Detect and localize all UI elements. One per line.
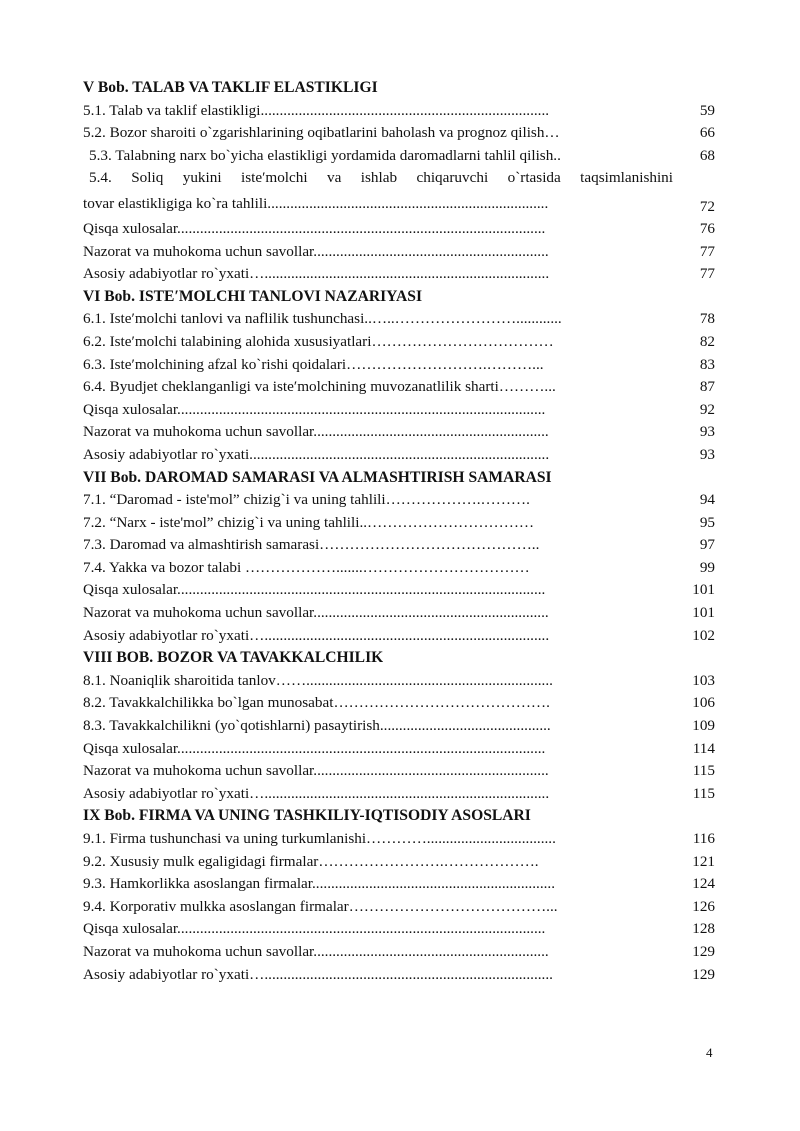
toc-entry-text: 5.3. Talabning narx bo`yicha elastikligi yordamida daromadlarni tahlil qilish.. <box>89 146 561 164</box>
toc-entry-page: 94 <box>699 491 715 509</box>
chapter-title: VIII BOB. BOZOR VA TAVAKKALCHILIK <box>83 649 384 667</box>
chapter-heading <box>83 467 717 490</box>
toc-entry-page: 126 <box>692 897 715 915</box>
toc-entry-text: 6.4. Byudjet cheklanganligi va iste′molchining muvozanatlilik sharti………... <box>83 378 556 396</box>
toc-entry[interactable] <box>83 122 717 145</box>
toc-entry-page: 115 <box>692 784 715 802</box>
toc-entry[interactable] <box>83 399 717 422</box>
toc-entry[interactable] <box>83 331 717 354</box>
toc-entry[interactable] <box>83 941 717 964</box>
toc-entry[interactable] <box>83 918 717 941</box>
toc-entry[interactable] <box>83 218 717 241</box>
toc-entry-page: 116 <box>692 830 715 847</box>
toc-entry-text: 6.2. Iste′molchi talabining alohida xususiyatlari……………………………… <box>83 332 554 350</box>
toc-entry-page: 114 <box>692 739 715 757</box>
toc-entry[interactable] <box>83 376 717 399</box>
toc-entry-text: Nazorat va muhokoma uchun savollar.............................................................. <box>83 604 549 622</box>
toc-entry-text: 9.4. Korporativ mulkka asoslangan firmalar…………………………………... <box>83 897 558 915</box>
toc-entry[interactable] <box>83 760 717 783</box>
chapter-heading <box>83 805 717 828</box>
toc-entry[interactable] <box>83 308 717 331</box>
toc-entry-text: Asosiy adabiyotlar ro`yxati............................................................................... <box>83 445 550 463</box>
toc-entry-text: Qisqa xulosalar................................................................................................. <box>83 920 546 938</box>
toc-entry-text: 5.2. Bozor sharoiti o`zgarishlarining oqibatlarini baholash va prognoz qilish… <box>83 124 560 142</box>
toc-entry-text: 6.1. Iste′molchi tanlovi va naflilik tushunchasi..…..……………………............ <box>83 310 562 328</box>
toc-entry-text: Asosiy adabiyotlar ro`yxati…........................................................................... <box>83 626 550 644</box>
toc-entry[interactable] <box>83 783 717 806</box>
toc-entry-page: 99 <box>699 558 715 576</box>
toc-entry-text: Nazorat va muhokoma uchun savollar.............................................................. <box>83 762 549 780</box>
toc-entry-page: 77 <box>699 265 715 283</box>
toc-entry-page: 66 <box>699 124 715 142</box>
chapter-heading <box>83 647 717 670</box>
toc-entry-page: 72 <box>699 197 715 215</box>
toc-entry[interactable] <box>83 354 717 377</box>
toc-entry-page: 106 <box>692 694 715 712</box>
toc-entry[interactable] <box>83 692 717 715</box>
toc-entry-text: 7.2. “Narx - iste'mol” chizig`i va uning tahlili..…………………………… <box>83 513 535 531</box>
toc-entry[interactable] <box>83 489 717 512</box>
toc-entry[interactable] <box>83 873 717 896</box>
toc-entry-page: 87 <box>699 378 715 396</box>
toc-entry[interactable] <box>83 100 717 123</box>
toc-entry-text: Asosiy adabiyotlar ro`yxati…........................................................................... <box>83 265 550 283</box>
chapter-heading <box>83 286 717 309</box>
toc-entry-page: 97 <box>699 536 715 554</box>
toc-entry[interactable] <box>83 625 717 648</box>
toc-entry-text: Qisqa xulosalar................................................................................................. <box>83 581 546 599</box>
toc-entry-page: 115 <box>692 762 715 780</box>
toc-entry-page: 82 <box>699 332 715 350</box>
toc-entry-page: 129 <box>692 965 715 983</box>
toc-entry[interactable] <box>83 670 717 693</box>
toc-entry[interactable] <box>83 534 717 557</box>
toc-entry-page: 124 <box>692 875 715 893</box>
toc-entry[interactable] <box>83 738 717 761</box>
toc-entry-page: 102 <box>692 626 715 644</box>
toc-entry-text-line1[interactable]: 5.4. Soliq yukini iste′molchi va ishlab chiqaruvchi o`rtasida taqsimlanishini <box>89 169 673 187</box>
toc-entry-page: 129 <box>692 942 715 960</box>
toc-entry-page: 78 <box>699 310 715 328</box>
toc-entry-page: 109 <box>692 717 715 735</box>
toc-entry-page: 92 <box>699 400 715 418</box>
toc-entry-text: Qisqa xulosalar................................................................................................. <box>83 219 546 237</box>
table-of-contents <box>83 77 717 986</box>
toc-entry-text: Qisqa xulosalar................................................................................................. <box>83 400 546 418</box>
toc-entry[interactable] <box>83 715 717 738</box>
toc-entry-page: 76 <box>699 219 715 237</box>
toc-entry-page: 68 <box>699 146 715 164</box>
toc-entry-text: 6.3. Iste′molchining afzal ko`rishi qoidalari……………………….………... <box>83 355 544 373</box>
toc-entry-text: Asosiy adabiyotlar ro`yxati…........................................................................... <box>83 784 550 802</box>
toc-entry-text: tovar elastikligiga ko`ra tahlili.......................................................................... <box>83 194 549 212</box>
toc-entry-page: 103 <box>692 671 715 689</box>
toc-entry[interactable] <box>83 896 717 919</box>
page-number: 4 <box>706 1045 713 1060</box>
toc-entry-text: 9.2. Xususiy mulk egaligidagi firmalar…………………….………………. <box>83 852 539 870</box>
toc-entry-text: Nazorat va muhokoma uchun savollar.............................................................. <box>83 242 549 260</box>
toc-entry-text: 7.3. Daromad va almashtirish samarasi…………………………………….. <box>83 536 540 554</box>
toc-entry[interactable] <box>83 263 717 286</box>
toc-entry[interactable] <box>83 579 717 602</box>
toc-entry-text: 7.4. Yakka va bozor talabi ……………….......…………………………… <box>83 558 530 576</box>
chapter-heading <box>83 77 717 100</box>
toc-entry[interactable] <box>83 602 717 625</box>
toc-entry-page: 121 <box>692 852 715 870</box>
toc-entry-text: Nazorat va muhokoma uchun savollar.............................................................. <box>83 942 549 960</box>
toc-entry[interactable] <box>83 421 717 444</box>
toc-entry-page: 95 <box>699 513 715 531</box>
toc-entry-text: 9.3. Hamkorlikka asoslangan firmalar................................................................ <box>83 875 556 893</box>
toc-entry[interactable] <box>83 964 717 987</box>
toc-entry-text: 8.2. Tavakkalchilikka bo`lgan munosabat……………………………………. <box>83 694 550 712</box>
toc-entry[interactable] <box>83 512 717 535</box>
toc-entry[interactable] <box>83 145 717 168</box>
toc-entry[interactable] <box>83 241 717 264</box>
toc-entry-text: Asosiy adabiyotlar ro`yxati…............................................................................ <box>83 965 553 983</box>
toc-entry[interactable] <box>83 828 717 851</box>
toc-entry-page: 83 <box>699 355 715 373</box>
toc-entry-text: 8.3. Tavakkalchilikni (yo`qotishlarni) pasaytirish............................................. <box>83 717 551 735</box>
toc-entry-text: Qisqa xulosalar................................................................................................. <box>83 739 546 757</box>
toc-entry[interactable] <box>83 557 717 580</box>
toc-entry-text: 8.1. Noaniqlik sharoitida tanlov……................................................................. <box>83 671 553 689</box>
toc-entry-text: 7.1. “Daromad - iste'mol” chizig`i va uning tahlili……………….………. <box>83 491 530 509</box>
toc-entry-text: 9.1. Firma tushunchasi va uning turkumlanishi………….................................. <box>83 830 556 847</box>
toc-entry-page: 59 <box>699 101 715 119</box>
chapter-title: VII Bob. DAROMAD SAMARASI VA ALMASHTIRISH SAMARASI <box>83 468 552 486</box>
toc-entry-text: Nazorat va muhokoma uchun savollar.............................................................. <box>83 423 549 441</box>
toc-entry[interactable] <box>83 851 717 874</box>
toc-entry-page: 93 <box>699 423 715 441</box>
toc-entry-text: 5.1. Talab va taklif elastikligi............................................................................ <box>83 101 550 119</box>
toc-entry-page: 128 <box>692 920 715 938</box>
toc-entry[interactable] <box>83 444 717 467</box>
toc-entry-page: 93 <box>699 445 715 463</box>
chapter-title: VI Bob. ISTE′MOLCHI TANLOVI NAZARIYASI <box>83 287 423 305</box>
chapter-title: V Bob. TALAB VA TAKLIF ELASTIKLIGI <box>83 79 378 96</box>
chapter-title: IX Bob. FIRMA VA UNING TASHKILIY-IQTISODIY ASOSLARI <box>83 807 531 825</box>
toc-entry-page: 101 <box>692 581 715 599</box>
toc-entry-page: 77 <box>699 242 715 260</box>
toc-entry[interactable] <box>83 190 717 218</box>
toc-entry-page: 101 <box>692 604 715 622</box>
